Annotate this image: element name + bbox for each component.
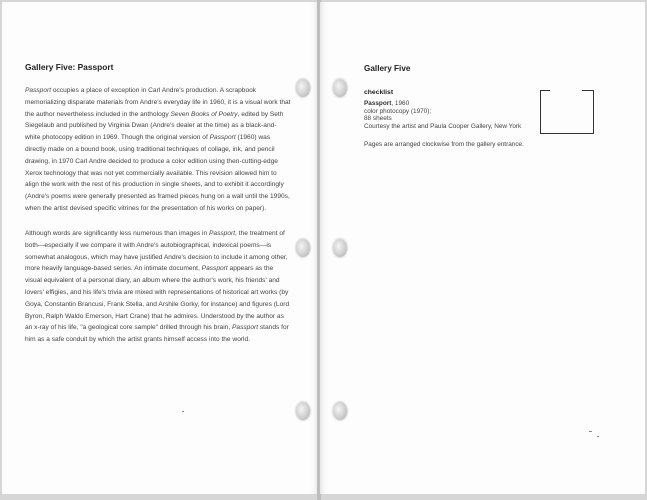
floor-plan-wall: [540, 90, 550, 91]
section-title: Gallery Five: [364, 64, 411, 73]
work-title: Passport: [364, 100, 392, 107]
scan-speck: [182, 411, 184, 412]
checklist-heading: checklist: [364, 89, 394, 96]
binder-hole: [296, 79, 310, 97]
page-title: Gallery Five: Passport: [25, 62, 114, 72]
checklist-entry: [364, 100, 521, 130]
floor-plan-diagram: [540, 90, 594, 134]
italic-title-run: Passport: [232, 324, 259, 332]
italic-title-run: Passport: [25, 87, 52, 94]
binder-hole: [333, 79, 347, 97]
paragraph-1: [25, 85, 291, 215]
text-run: Although words are significantly less numerous than images in: [25, 230, 209, 237]
text-run: stands for him as a safe conduit by which the artist grants himself access into the world.: [25, 324, 289, 344]
text-run: , edited by Seth Siegelaub and published by Virginia Dwan (Andre's dealer at the time) as a black-and-white photocopy edition in 1969. Though the original version of: [25, 110, 284, 142]
scan-speck: [589, 431, 592, 432]
binder-hole: [296, 402, 310, 420]
text-run: appears as the visual equivalent of a personal diary, an album where the author's work, his friends' and lovers' effigies, and his life's trivia are mixed with representations of historical art works (by Goya, Constantin Brancusi, Frank Stella, and Arshile Gorky, for instance) and figures (Lord Byron, Ralph Waldo Emerson, Hart Crane) that he admires. Understood by the author as an x-ray of his life, "a geological core sample" drilled through his brain,: [25, 265, 290, 332]
italic-title-run: Seven Books of Poetry: [170, 110, 238, 118]
italic-title-run: Passport: [209, 134, 236, 142]
binder-hole: [333, 402, 347, 420]
arrangement-note: Pages are arranged clockwise from the gallery entrance.: [364, 141, 524, 148]
binder-hole: [333, 239, 347, 257]
paragraph-2: [25, 228, 291, 346]
work-credit: Courtesy the artist and Paula Cooper Gallery, New York: [364, 122, 522, 130]
work-date: , 1960: [391, 100, 410, 107]
text-run: , the treatment of both—especially if we compare it with Andre's autobiographical, indexical poems—is somewhat analogous, which may have justified Andre's decision to include it among other, more heavily language-based series. An intimate document,: [25, 230, 288, 273]
work-medium: color photocopy (1970);: [364, 107, 432, 115]
work-sheets: 88 sheets: [364, 115, 392, 123]
italic-title-run: Passport: [209, 230, 236, 237]
italic-title-run: Passport: [201, 265, 228, 273]
binder-hole: [296, 239, 310, 257]
floor-plan-wall: [582, 90, 593, 91]
right-page: [320, 2, 645, 494]
scan-speck: [597, 436, 599, 437]
text-run: occupies a place of exception in Carl Andre's production. A scrapbook memorializing disparate materials from Andre's everyday life in 1960, it is a visual work that the author nevertheless included in the anthology: [25, 87, 291, 118]
text-run: (1960) was directly made on a bound book, using traditional techniques of collage, ink, and pencil drawing, in 1970 Carl Andre decided to produce a color edition using then-cutting-edge Xerox technology that was not yet commercially available. This revision allowed him to align the work with the rest of his production in single sheets, and to exhibit it accordingly (Andre's poems were generally presented as framed pieces hung on a wall until the 1990s, when the artist devised specific vitrines for the presentation of his works on paper).: [25, 134, 290, 212]
